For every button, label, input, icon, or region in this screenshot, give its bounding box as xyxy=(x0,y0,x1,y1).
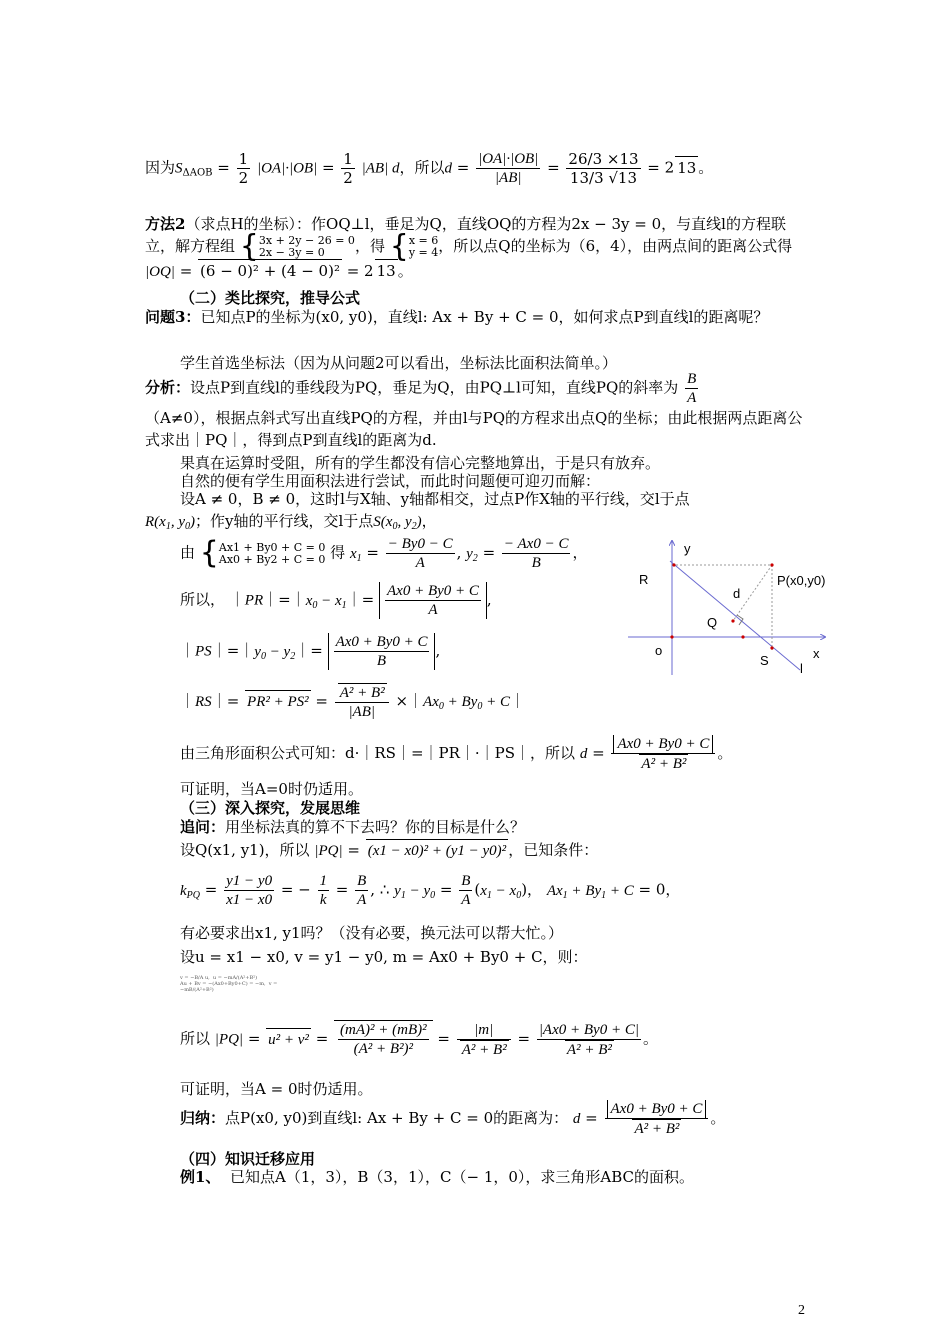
area-method-line: 自然的便有学生用面积法进行尝试，而此时问题便可迎刃而解： xyxy=(180,472,601,490)
analysis-text2: （A≠0），根据点斜式写出直线PQ的方程，并由l与PQ的方程求出点Q的坐标；由此根据两点距离公式求出｜PQ｜，得到点P到直线l的距离为d. xyxy=(145,409,803,449)
get-text: 得 xyxy=(330,543,346,562)
so-text: 所以， xyxy=(180,590,226,609)
problem3 xyxy=(145,306,810,328)
label-l: l xyxy=(800,661,803,676)
section2-proof: 可证明，当A=0时仍适用。 xyxy=(180,780,363,798)
point-r xyxy=(672,563,675,566)
point-p xyxy=(770,563,773,566)
analysis-text: 设点P到直线l的垂线段为PQ，垂足为Q，由PQ⊥l可知，直线PQ的斜率为 xyxy=(190,378,679,397)
necessary-line: 有必要求出x1, y1吗？（没有必要，换元法可以帮大忙。） xyxy=(180,924,564,942)
follow-up-question xyxy=(180,816,845,838)
method2-label: 方法2 xyxy=(145,215,186,233)
result-line: 果真在运算时受阻，所有的学生都没有信心完整地算出，于是只有放弃。 xyxy=(180,454,661,472)
tiny-system: v = −B/A u, u = −mA/(A²+B²) Au + Bv = −(Ax0+By0+C) = −m, v = −mB/(A²+B²) xyxy=(180,975,278,993)
method2-paragraph: 方法2（求点H的坐标）：作OQ⊥l，垂足为Q，直线OQ的方程为2x − 3y = 0，与直线l的方程联立，解方程组 {3x + 2y − 26 = 0 2x − 3y = 0 ，得 {x = 6 y = 4，所以点Q的坐标为（6，4），由两点间的距离公式得 |OQ| = (6 − 0)² + (4 − 0)² = 2 13 。 xyxy=(145,215,793,280)
follow-up-text: 用坐标法真的算不下去吗？你的目标是什么？ xyxy=(225,818,526,836)
method2-text: （求点H的坐标）：作OQ⊥l，垂足为Q，直线OQ的方程为2x − 3y = 0，与直线l的方程联立，解方程组 xyxy=(145,215,786,255)
triangle-text: 由三角形面积公式可知：d·｜RS｜=｜PR｜·｜PS｜，所以 xyxy=(180,744,576,762)
problem3-text: 已知点P的坐标为(x0, y0)，直线l: Ax + By + C = 0，如何求点P到直线l的距离呢？ xyxy=(200,308,769,326)
label-d: d xyxy=(733,586,741,601)
section4-heading: （四）知识迁移应用 xyxy=(180,1150,316,1168)
known-text: ，已知条件： xyxy=(508,841,599,859)
summary-label: 归纳： xyxy=(180,1109,226,1127)
so-pq-text: 所以 xyxy=(180,1029,211,1048)
section3-proof: 可证明，当A = 0时仍适用。 xyxy=(180,1080,373,1098)
problem3-label: 问题3： xyxy=(145,308,201,326)
method2-tail2: ，所以点Q的坐标为（6，4），由两点间的距离公式得 xyxy=(438,237,793,255)
label-r: R xyxy=(639,572,649,587)
section2-heading: （二）类比探究，推导公式 xyxy=(180,289,361,307)
student-choice: 学生首选坐标法（因为从问题2可以看出，坐标法比面积法简单。） xyxy=(180,354,618,372)
label-q: Q xyxy=(707,615,718,630)
set-q-text: 设Q(x1, y1)，所以 xyxy=(180,841,310,859)
label-p: P(x0,y0) xyxy=(777,573,826,588)
label-s: S xyxy=(760,653,769,668)
method2-tail: ，得 xyxy=(354,237,385,255)
setup-text: 设A ≠ 0，B ≠ 0，这时l与X轴、y轴都相交，过点P作X轴的平行线，交l于点 xyxy=(180,490,690,508)
point-o xyxy=(670,635,673,638)
example1 xyxy=(180,1166,845,1188)
solve-line: 由 {Ax1 + By0 + C = 0 Ax0 + By2 + C = 0 得 $x_1$ = $\frac{- By0 - C}{A}$ , $y_2$ = $\frac{- Ax0 - C}{B}$ ， xyxy=(180,535,588,571)
label-x: x xyxy=(813,646,820,661)
example-label: 例1、 xyxy=(180,1168,221,1186)
set-q-line: 设Q(x1, y1)，所以 |PQ| = (x1 − x0)² + (y1 − y0)² ，已知条件： xyxy=(180,839,845,862)
pr-line: 所以， $|PR|=|x_0$ − $x_1|=$ $\frac{Ax0 + By0 + C}{A}$ , xyxy=(180,583,492,618)
setup-paragraph xyxy=(180,488,845,510)
triangle-area-line: 由三角形面积公式可知：d·｜RS｜=｜PR｜·｜PS｜，所以 d = $\frac{Ax0 + By0 + C}{\text{A² + B²}}$ 。 xyxy=(180,736,733,772)
summary-text: 点P(x0, y0)到直线l: Ax + By + C = 0的距离为： xyxy=(225,1109,569,1127)
pq-result-line: 所以 |PQ| = u² + v² = $\frac{\text{(mA)² + (mB)²}}{\text{(A² + B²)²}}$ = $\frac{|m|}{\text{A² + B²}}$ = $\frac{|Ax0 + By0 + C|}{\text{A² + B²}}$ 。 xyxy=(180,1021,658,1058)
coordinate-figure xyxy=(625,535,835,680)
analysis-paragraph: 分析：设点P到直线l的垂线段为PQ，垂足为Q，由PQ⊥l可知，直线PQ的斜率为 $\frac{B}{A}$ （A≠0），根据点斜式写出直线PQ的方程，并由l与PQ的方程求出点Q的坐标；由此根据两点距离公式求出｜PQ｜，得到点P到直线l的距离为d. xyxy=(145,371,803,449)
summary-line: 归纳：点P(x0, y0)到直线l: Ax + By + C = 0的距离为： d = $\frac{Ax0 + By0 + C}{\text{A² + B²}}$ 。 xyxy=(180,1101,726,1137)
follow-up-label: 追问： xyxy=(180,818,226,836)
point-s xyxy=(770,646,773,649)
label-y: y xyxy=(684,541,691,556)
setup-text2: ；作y轴的平行线，交l于点 xyxy=(195,512,374,530)
section3-heading: （三）深入探究，发展思维 xyxy=(180,799,361,817)
page-number: 2 xyxy=(798,1303,805,1318)
area-formula-line: 因为$S_{\Delta AOB}$ = $\frac{1}{2}$ |OA|·|OB| = $\frac{1}{2}$ |AB| d，所以d = $\frac{|OA|\cdot|OB|}{|AB|}$ = $\frac{26/3 \times 13}{13/3 √13}$ = 2 13 。 xyxy=(145,150,714,187)
slope-line: $k_{PQ}$ = $\frac{y1 - y0}{x1 - x0}$ = − $\frac{1}{k}$ = $\frac{B}{A}$ , ∴ $y_1 - y_0$ = $\frac{B}{A}$ $(x_1 - x_0)$， $Ax_1 + By_1 + C = 0$， xyxy=(180,873,681,908)
substitution-line: 设u = x1 − x0, v = y1 − y0, m = Ax0 + By0 + C，则： xyxy=(180,948,588,966)
ps-line: $|PS|=|y_0$ − $y_2|=$ $\frac{Ax0 + By0 + C}{B}$ , xyxy=(180,634,441,669)
setup-line2: $R(x_1$, $y_0$)；作y轴的平行线，交l于点$S(x_0$, $y_2$)， xyxy=(145,512,437,532)
label-o: o xyxy=(655,643,663,658)
point-q xyxy=(731,619,734,622)
point-x xyxy=(741,635,744,638)
example-text: 已知点A（1，3），B（3，1），C（− 1，0），求三角形ABC的面积。 xyxy=(229,1168,695,1186)
rs-line: ｜RS｜= PR² + PS² = $\frac{\text{A² + B²}}{|AB|}$ $\times|Ax_0 + By_0$ + C｜ xyxy=(180,685,525,720)
by-text: 由 xyxy=(180,543,196,562)
analysis-label: 分析： xyxy=(145,378,191,397)
